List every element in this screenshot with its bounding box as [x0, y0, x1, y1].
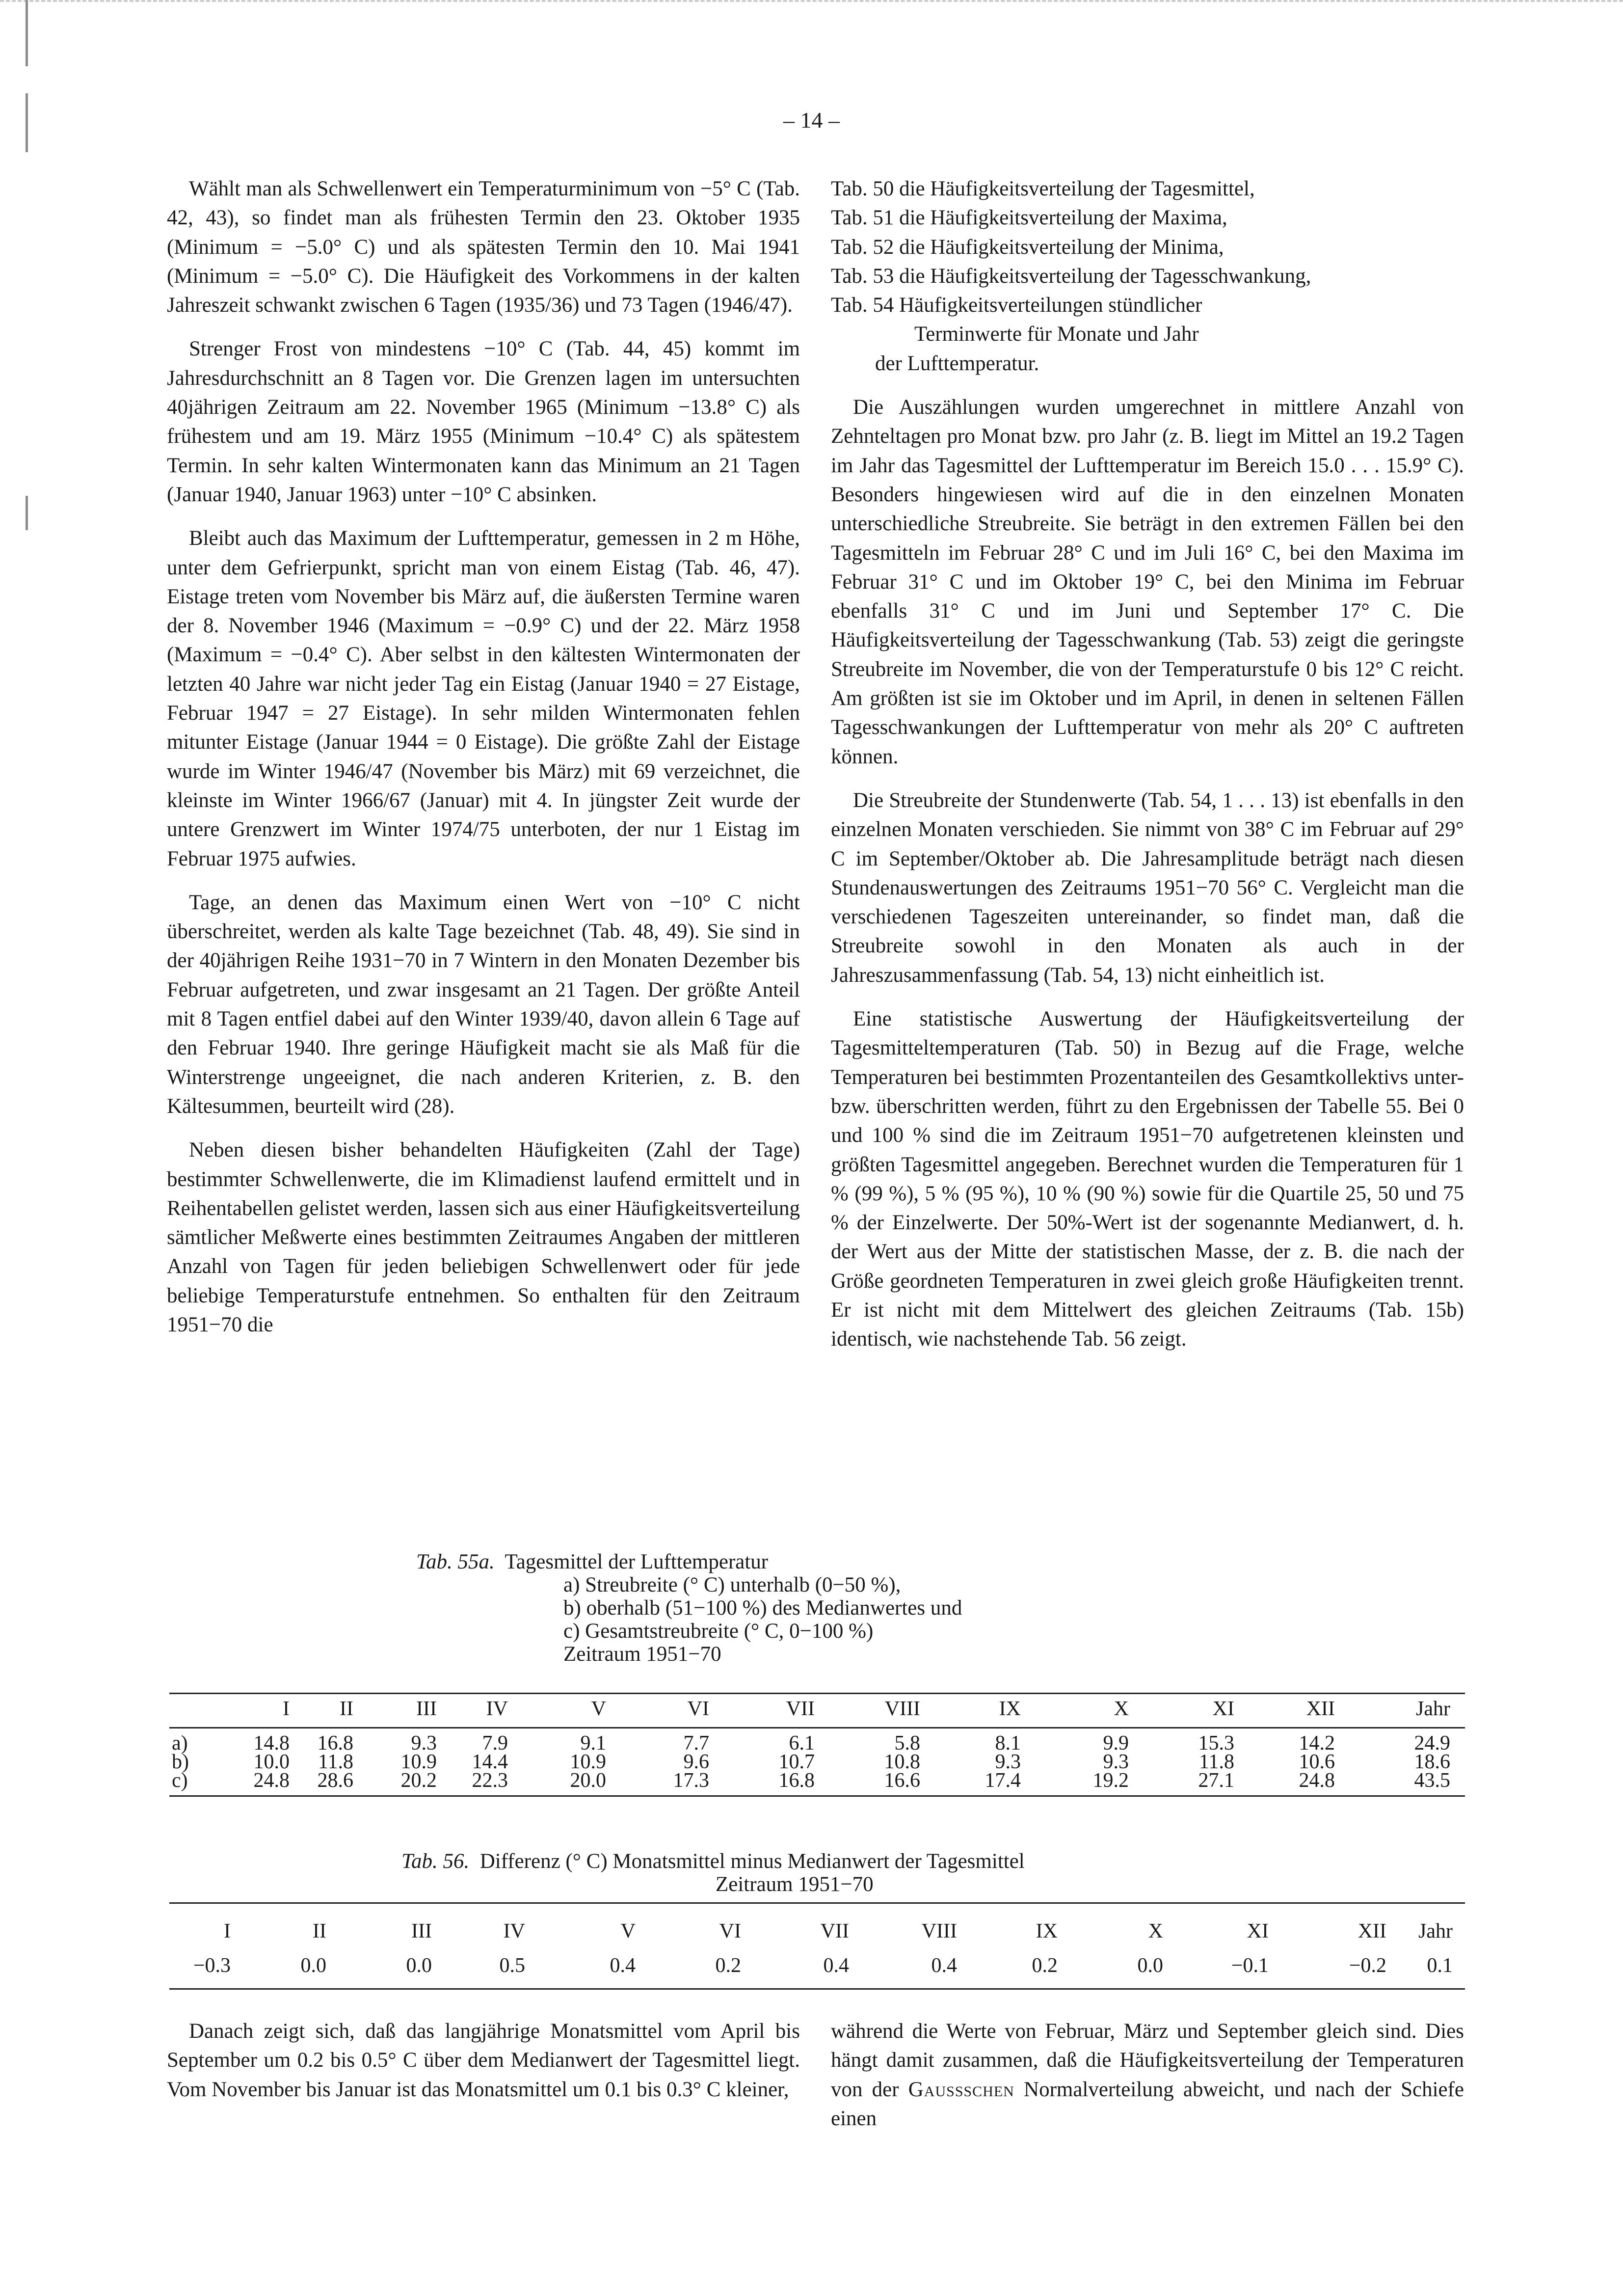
table-cell: −0.2	[1349, 1954, 1386, 1977]
column-header: III	[416, 1698, 437, 1720]
table-cell: 19.2	[1092, 1769, 1129, 1792]
table56-label: Tab. 56.	[401, 1850, 470, 1873]
paragraph: Eine statistische Auswertung der Häufigkeitsverteilung der Tagesmitteltemperaturen (Tab. 50) in Bezug auf die Frage, welche Temperaturen bei bestimmten Prozentanteilen des Gesamtkollektivs unter- bzw. überschritten werden, führt zu den Ergebnissen der Tabelle 55. Bei 0 und 100 % sind die im Zeitraum 1951−70 aufgetretenen kleinsten und größten Tagesmittel angegeben. Berechnet wurden die Temperaturen für 1 % (99 %), 5 % (95 %), 10 % (90 %) sowie für die Quartile 25, 50 und 75 % der Einzelwerte. Der 50%-Wert ist der sogenannte Medianwert, d. h. der Wert aus der Mitte der statistischen Masse, der z. B. die nach der Größe geordneten Temperaturen in zwei gleich große Häufigkeiten trennt. Er ist nicht mit dem Mittelwert des gleichen Zeitraums (Tab. 15b) identisch, wie nachstehende Tab. 56 zeigt.	[831, 1007, 1464, 1351]
column-header: I	[224, 1920, 231, 1943]
paragraph: Danach zeigt sich, daß das langjährige Monatsmittel vom April bis September um 0.2 bis 0.5° C über dem Medianwert der Tagesmittel liegt. Vom November bis Januar ist das Monatsmittel um 0.1 bis 0.3° C kleiner,	[167, 2020, 800, 2101]
table-cell: 9.6	[683, 1751, 709, 1773]
row-label: b)	[172, 1751, 189, 1773]
table-cell: 43.5	[1414, 1769, 1450, 1792]
table-cell: 14.2	[1299, 1732, 1335, 1755]
table-cell: 10.6	[1299, 1751, 1335, 1773]
paragraph: Bleibt auch das Maximum der Lufttemperatur, gemessen in 2 m Höhe, unter dem Gefrierpunkt, spricht man von einem Eistag (Tab. 46, 47). Eistage treten vom November bis März auf, die äußersten Termine waren der 8. November 1946 (Maximum = −0.9° C) und der 22. März 1958 (Maximum = −0.4° C). Aber selbst in den kältesten Wintermonaten der letzten 40 Jahre war nicht jeder Tag ein Eistag (Januar 1940 = 27 Eistage, Februar 1947 = 27 Eistage). In sehr milden Wintermonaten fehlen mitunter Eistage (Januar 1944 = 0 Eistage). Die größte Zahl der Eistage wurde im Winter 1946/47 (November bis März) mit 69 verzeichnet, die kleinste im Winter 1966/67 (Januar) mit 4. In jüngster Zeit wurde der untere Grenzwert im Winter 1974/75 unterboten, der nur 1 Eistag im Februar 1975 aufwies.	[167, 527, 800, 870]
bottom-left-column	[167, 2017, 800, 2104]
table-cell: 9.3	[411, 1732, 437, 1755]
left-column	[167, 174, 800, 1354]
table55-caption	[416, 1550, 1152, 1666]
table-cell: 9.3	[1103, 1751, 1129, 1773]
table-cell: 16.8	[778, 1769, 815, 1792]
table-cell: 10.8	[884, 1751, 920, 1773]
list-item: Tab. 53 die Häufigkeitsverteilung der Tagesschwankung,	[831, 264, 1311, 288]
column-header: Jahr	[1418, 1920, 1453, 1943]
table55-line: a) Streubreite (° C) unterhalb (0−50 %),	[563, 1573, 901, 1596]
paragraph: Strenger Frost von mindestens −10° C (Tab. 44, 45) kommt im Jahresdurchschnitt an 8 Tagen vor. Die Grenzen lagen im untersuchten 40jährigen Zeitraum am 22. November 1965 (Minimum −13.8° C) als frühestem und am 19. März 1955 (Minimum −10.4° C) als spätestem Termin. In sehr kalten Wintermonaten kann das Minimum an 21 Tagen (Januar 1940, Januar 1963) unter −10° C absinken.	[167, 337, 800, 506]
row-label: c)	[172, 1769, 188, 1792]
name-gauss: Gaussschen	[908, 2078, 1014, 2101]
list-item: Tab. 52 die Häufigkeitsverteilung der Minima,	[831, 235, 1224, 259]
column-header: XII	[1357, 1920, 1386, 1943]
list-item: Tab. 54 Häufigkeitsverteilungen stündlicher	[831, 294, 1202, 317]
table-cell: 22.3	[472, 1769, 508, 1792]
table-cell: 10.9	[400, 1751, 437, 1773]
table-cell: 0.2	[715, 1954, 741, 1977]
text-run: während die Werte von Februar, März und September gleich sind. Dies hängt damit zusammen, daß die Häufigkeitsverteilung der Temperaturen von der	[831, 2020, 1464, 2101]
page-number: – 14 –	[783, 108, 840, 133]
table-cell: 18.6	[1414, 1751, 1450, 1773]
table55-line: Zeitraum 1951−70	[563, 1643, 721, 1666]
table-cell: 9.3	[995, 1751, 1021, 1773]
table-cell: 0.1	[1427, 1954, 1453, 1977]
paragraph	[831, 2017, 1464, 2133]
table-cell: 11.8	[1199, 1751, 1234, 1773]
column-header: III	[411, 1920, 432, 1943]
column-header: IX	[999, 1698, 1021, 1720]
column-header: VII	[820, 1920, 849, 1943]
table56-title: Differenz (° C) Monatsmittel minus Medianwert der Tagesmittel	[479, 1850, 1025, 1873]
table-cell: 17.4	[984, 1769, 1021, 1792]
column-header: V	[620, 1920, 636, 1943]
table-cell: 0.0	[1137, 1954, 1163, 1977]
table55-line: c) Gesamtstreubreite (° C, 0−100 %)	[563, 1620, 874, 1643]
column-header: VIII	[921, 1920, 957, 1943]
column-header: XI	[1247, 1920, 1269, 1943]
column-header: IV	[486, 1698, 508, 1720]
bottom-right-column	[831, 2017, 1464, 2133]
column-header: II	[313, 1920, 326, 1943]
table-cell: 0.4	[823, 1954, 849, 1977]
table-cell: 0.2	[1032, 1954, 1058, 1977]
table-cell: 7.9	[482, 1732, 508, 1755]
table-cell: 9.1	[580, 1732, 606, 1755]
table55-label: Tab. 55a.	[416, 1550, 495, 1573]
table56-caption	[401, 1850, 1285, 1896]
table-cell: 9.9	[1103, 1732, 1129, 1755]
column-header: IV	[503, 1920, 525, 1943]
column-header: II	[340, 1698, 353, 1720]
column-header: VII	[786, 1698, 815, 1720]
table55-top-rule	[169, 1693, 1465, 1694]
table-cell: 14.8	[253, 1732, 290, 1755]
table-cell: 24.8	[253, 1769, 290, 1792]
right-column	[831, 174, 1464, 1369]
table-cell: 0.4	[610, 1954, 636, 1977]
table-cell: 16.8	[317, 1732, 353, 1755]
table56-top-rule	[169, 1902, 1465, 1904]
table-cell: 10.0	[253, 1751, 290, 1773]
list-item: Tab. 50 die Häufigkeitsverteilung der Tagesmittel,	[831, 177, 1255, 200]
table-cell: −0.3	[193, 1954, 231, 1977]
table-cell: 24.8	[1299, 1769, 1335, 1792]
table-cell: 0.0	[406, 1954, 432, 1977]
table55-title: Tagesmittel der Lufttemperatur	[505, 1550, 769, 1573]
table-cell: −0.1	[1231, 1954, 1269, 1977]
paragraph: Wählt man als Schwellenwert ein Temperaturminimum von −5° C (Tab. 42, 43), so findet man als frühesten Termin den 23. Oktober 1935 (Minimum = −5.0° C) und als spätesten Termin den 10. Mai 1941 (Minimum = −5.0° C). Die Häufigkeit des Vorkommens in der kalten Jahreszeit schwankt zwischen 6 Tagen (1935/36) und 73 Tagen (1946/47).	[167, 177, 800, 317]
column-header: VI	[687, 1698, 709, 1720]
text-run: Normalverteilung abweicht, und nach der Schiefe einen	[831, 2078, 1464, 2130]
table-cell: 0.4	[931, 1954, 957, 1977]
table-cell: 27.1	[1198, 1769, 1234, 1792]
table-reference-list	[831, 174, 1464, 378]
table-cell: 24.9	[1414, 1732, 1450, 1755]
column-header: V	[591, 1698, 606, 1720]
scan-mark	[26, 0, 28, 66]
table-cell: 20.0	[570, 1769, 606, 1792]
table55-line: b) oberhalb (51−100 %) des Medianwertes und	[563, 1596, 962, 1620]
paragraph: Neben diesen bisher behandelten Häufigkeiten (Zahl der Tage) bestimmter Schwellenwerte, die im Klimadienst laufend ermittelt und in Reihentabellen gelistet werden, lassen sich aus einer Häufigkeitsverteilung sämtlicher Meßwerte eines bestimmten Zeitraumes Angaben der mittleren Anzahl von Tagen für jeden beliebigen Schwellenwert oder für jede beliebige Temperaturstufe entnehmen. So enthalten für den Zeitraum 1951−70 die	[167, 1138, 800, 1336]
column-header: XI	[1212, 1698, 1234, 1720]
column-header: X	[1114, 1698, 1129, 1720]
table-cell: 8.1	[995, 1732, 1021, 1755]
table-cell: 7.7	[683, 1732, 709, 1755]
table-cell: 5.8	[894, 1732, 920, 1755]
table56-subtitle: Zeitraum 1951−70	[716, 1873, 874, 1896]
paragraph: Die Streubreite der Stundenwerte (Tab. 54, 1 . . . 13) ist ebenfalls in den einzelnen Monaten verschieden. Sie nimmt von 38° C im Februar auf 29° C im September/Oktober ab. Die Jahresamplitude beträgt nach diesen Stundenauswertungen des Zeitraums 1951−70 56° C. Vergleicht man die verschiedenen Tageszeiten untereinander, so findet man, daß die Streubreite sowohl in den Monaten als auch in der Jahreszusammenfassung (Tab. 54, 13) nicht einheitlich ist.	[831, 788, 1464, 987]
list-item: der Lufttemperatur.	[875, 351, 1039, 375]
table-cell: 15.3	[1198, 1732, 1234, 1755]
column-header: VI	[719, 1920, 741, 1943]
column-header: VIII	[884, 1698, 920, 1720]
column-header: XII	[1306, 1698, 1335, 1720]
table-cell: 14.4	[472, 1751, 508, 1773]
table-cell: 6.1	[789, 1732, 815, 1755]
table-cell: 16.6	[884, 1769, 920, 1792]
list-item: Terminwerte für Monate und Jahr	[914, 323, 1199, 346]
scan-edge-top	[0, 0, 1623, 6]
table56-bottom-rule	[169, 1988, 1465, 1990]
table55-bottom-rule	[169, 1795, 1465, 1797]
table-cell: 10.7	[778, 1751, 815, 1773]
table-cell: 0.0	[300, 1954, 326, 1977]
list-item: Tab. 51 die Häufigkeitsverteilung der Maxima,	[831, 206, 1227, 230]
column-header: IX	[1036, 1920, 1058, 1943]
paragraph: Tage, an denen das Maximum einen Wert von −10° C nicht überschreitet, werden als kalte Tage bezeichnet (Tab. 48, 49). Sie sind in der 40jährigen Reihe 1931−70 in 7 Wintern in den Monaten Dezember bis Februar aufgetreten, und zwar insgesamt an 21 Tagen. Der größte Anteil mit 8 Tagen entfiel dabei auf den Winter 1939/40, davon allein 6 Tage auf den Februar 1940. Ihre geringe Häufigkeit macht sie als Maß für die Winterstrenge ungeeignet, die nach anderen Kriterien, z. B. den Kältesummen, beurteilt wird (28).	[167, 891, 800, 1118]
column-header: I	[283, 1698, 290, 1720]
column-header: Jahr	[1416, 1698, 1450, 1720]
table-cell: 20.2	[400, 1769, 437, 1792]
column-header: X	[1148, 1920, 1163, 1943]
row-label: a)	[172, 1732, 188, 1755]
table-cell: 28.6	[317, 1769, 353, 1792]
paragraph: Die Auszählungen wurden umgerechnet in mittlere Anzahl von Zehnteltagen pro Monat bzw. pro Jahr (z. B. liegt im Mittel an 19.2 Tagen im Jahr das Tagesmittel der Lufttemperatur im Bereich 15.0 . . . 15.9° C). Besonders hingewiesen wird auf die in den einzelnen Monaten unterschiedliche Streubreite. Sie beträgt in den extremen Fällen bei den Tagesmitteln im Februar 28° C und im Juli 16° C, bei den Maxima im Februar 31° C und im Oktober 19° C, bei den Minima im Februar ebenfalls 31° C und im Juni und September 17° C. Die Häufigkeitsverteilung der Tagesschwankung (Tab. 53) zeigt die geringste Streubreite im November, die von der Temperaturstufe 0 bis 12° C reicht. Am größten ist sie im Oktober und im April, in denen in seltenen Fällen Tagesschwankungen der Lufttemperatur von mehr als 20° C auftreten können.	[831, 396, 1464, 768]
table-cell: 17.3	[673, 1769, 709, 1792]
table55-header-rule	[169, 1727, 1465, 1729]
table-cell: 10.9	[570, 1751, 606, 1773]
table-cell: 0.5	[499, 1954, 525, 1977]
table-cell: 11.8	[318, 1751, 353, 1773]
scan-mark	[26, 496, 28, 530]
